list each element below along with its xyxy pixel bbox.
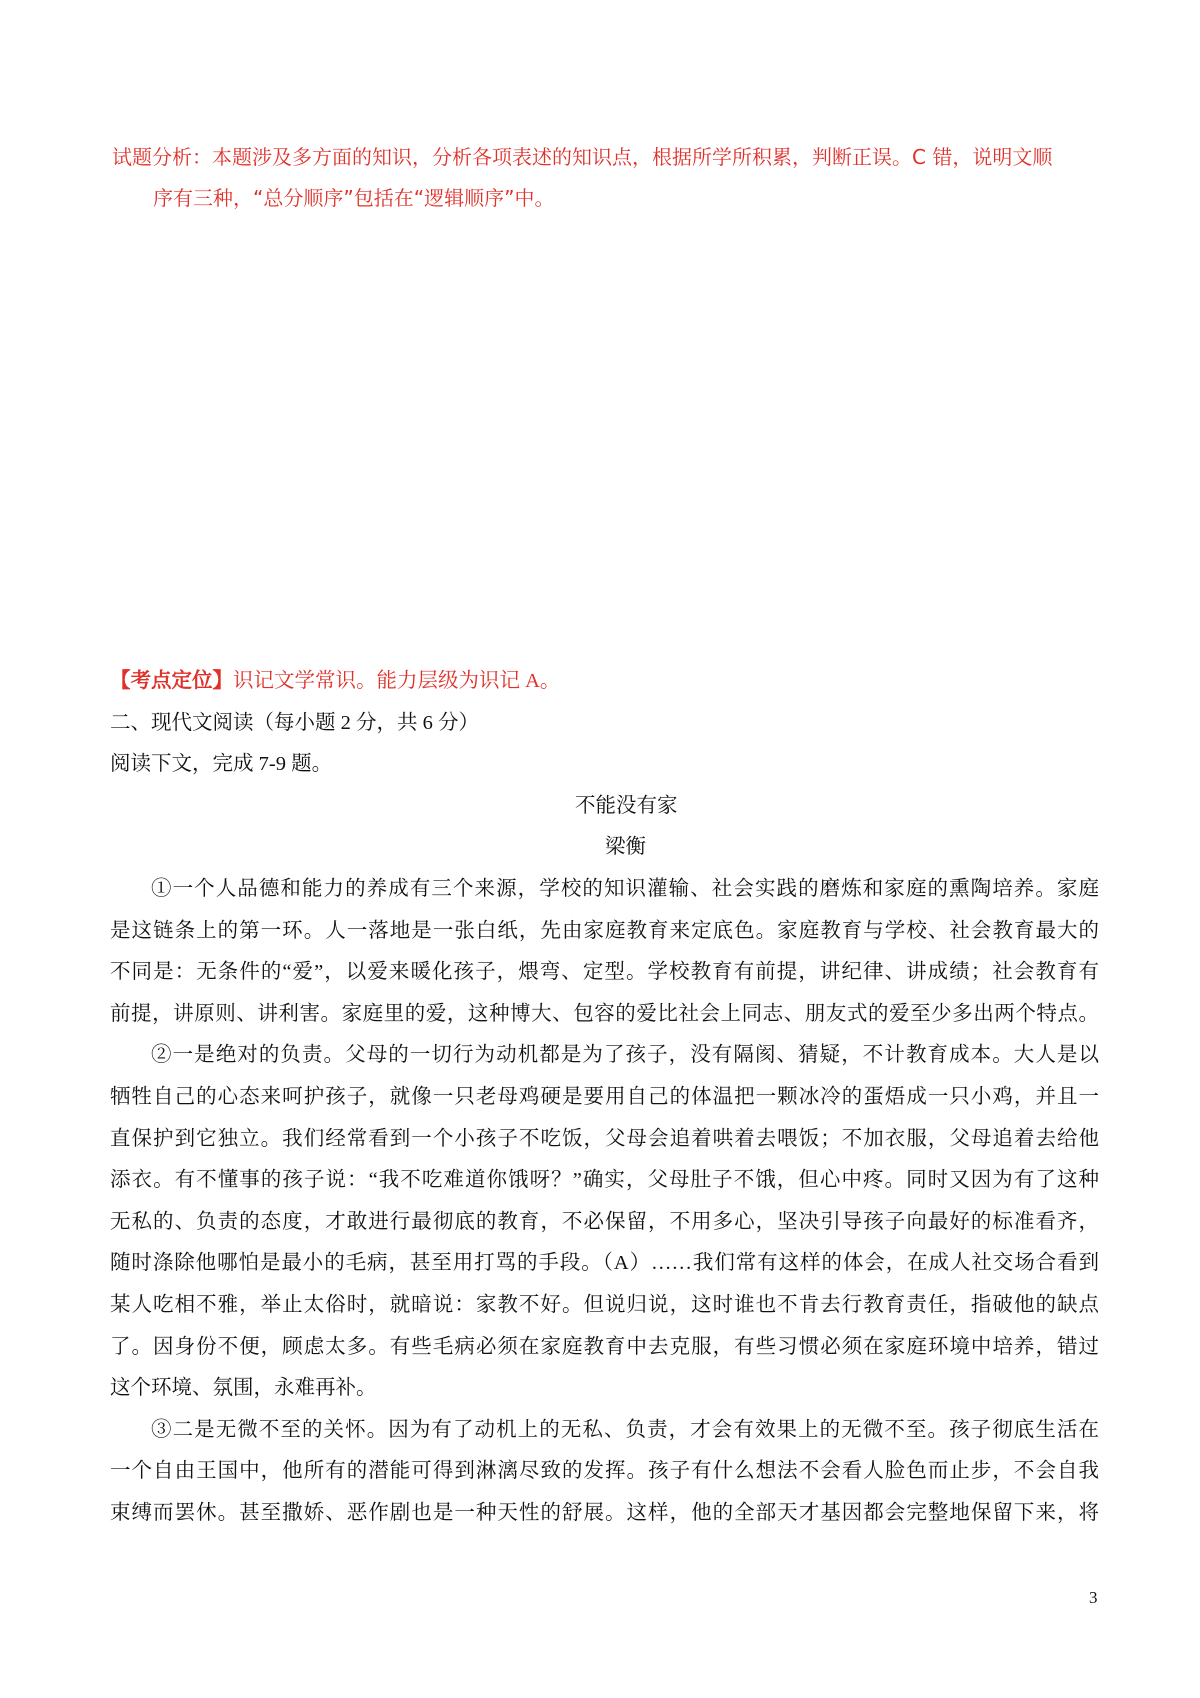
article-author: 梁衡 <box>605 836 646 859</box>
exam-point-label: 【考点定位】 <box>110 670 233 692</box>
exam-point <box>110 661 1099 703</box>
article-line: 随时涤除他哪怕是最小的毛病，甚至用打骂的手段。（A）……我们常有这样的体会，在成人社交场合看到 <box>110 1252 1099 1275</box>
article-line: 牺牲自己的心态来呵护孩子，就像一只老母鸡硬是要用自己的体温把一颗冰冷的蛋焐成一只小鸡，并且一 <box>110 1085 1099 1108</box>
article-line: 一个自由王国中，他所有的潜能可得到淋漓尽致的发挥。孩子有什么想法不会看人脸色而止步，不会自我 <box>110 1460 1099 1483</box>
page-number: 3 <box>1089 1588 1098 1607</box>
article-body <box>110 869 1099 1535</box>
article-line: 束缚而罢休。甚至撒娇、恶作剧也是一种天性的舒展。这样，他的全部天才基因都会完整地保留下来，将 <box>110 1501 1099 1524</box>
exam-point-text: 识记文学常识。能力层级为识记 A。 <box>233 670 561 692</box>
article-line: ②一是绝对的负责。父母的一切行为动机都是为了孩子，没有隔阂、猜疑，不计教育成本。大人是以 <box>151 1044 1099 1067</box>
article-line: 这个环境、氛围，永难再补。 <box>110 1377 377 1400</box>
article-line: ①一个人品德和能力的养成有三个来源，学校的知识灌输、社会实践的磨炼和家庭的熏陶培养。家庭 <box>151 877 1099 900</box>
article-paragraph <box>110 869 1099 1035</box>
analysis-line: 试题分析：本题涉及多方面的知识，分析各项表述的知识点，根据所学所积累，判断正误。C 错，说明文顺 <box>112 145 1053 169</box>
analysis-note <box>112 137 1053 219</box>
article-line: 直保护到它独立。我们经常看到一个小孩子不吃饭，父母会追着哄着去喂饭；不加衣服，父母追着去给他 <box>110 1127 1099 1150</box>
main-content <box>110 661 1099 1534</box>
article-line: 了。因身份不便，顾虑太多。有些毛病必须在家庭教育中去克服，有些习惯必须在家庭环境中培养，错过 <box>110 1335 1099 1358</box>
section-heading: 二、现代文阅读（每小题 2 分，共 6 分） <box>110 711 479 734</box>
article-title: 不能没有家 <box>575 794 678 817</box>
article-line: 是这链条上的第一环。人一落地是一张白纸，先由家庭教育来定底色。家庭教育与学校、社会教育最大的 <box>110 919 1099 942</box>
section-instruction: 阅读下文，完成 7-9 题。 <box>110 753 333 776</box>
article-paragraph <box>110 1410 1099 1535</box>
article-line: 无私的、负责的态度，才敢进行最彻底的教育，不必保留，不用多心，坚决引导孩子向最好的标准看齐， <box>110 1210 1099 1233</box>
article-line: ③二是无微不至的关怀。因为有了动机上的无私、负责，才会有效果上的无微不至。孩子彻底生活在 <box>151 1418 1099 1441</box>
article-line: 前提，讲原则、讲利害。家庭里的爱，这种博大、包容的爱比社会上同志、朋友式的爱至少多出两个特点。 <box>110 1002 1099 1025</box>
article-line: 某人吃相不雅，举止太俗时，就暗说：家教不好。但说归说，这时谁也不肯去行教育责任，指破他的缺点 <box>110 1293 1099 1316</box>
analysis-line: 序有三种，“总分顺序”包括在“逻辑顺序”中。 <box>153 186 555 210</box>
article-line: 添衣。有不懂事的孩子说：“我不吃难道你饿呀？”确实，父母肚子不饿，但心中疼。同时又因为有了这种 <box>110 1169 1099 1192</box>
article-paragraph <box>110 1035 1099 1409</box>
article-line: 不同是：无条件的“爱”，以爱来暖化孩子，煨弯、定型。学校教育有前提，讲纪律、讲成绩；社会教育有 <box>110 961 1099 984</box>
